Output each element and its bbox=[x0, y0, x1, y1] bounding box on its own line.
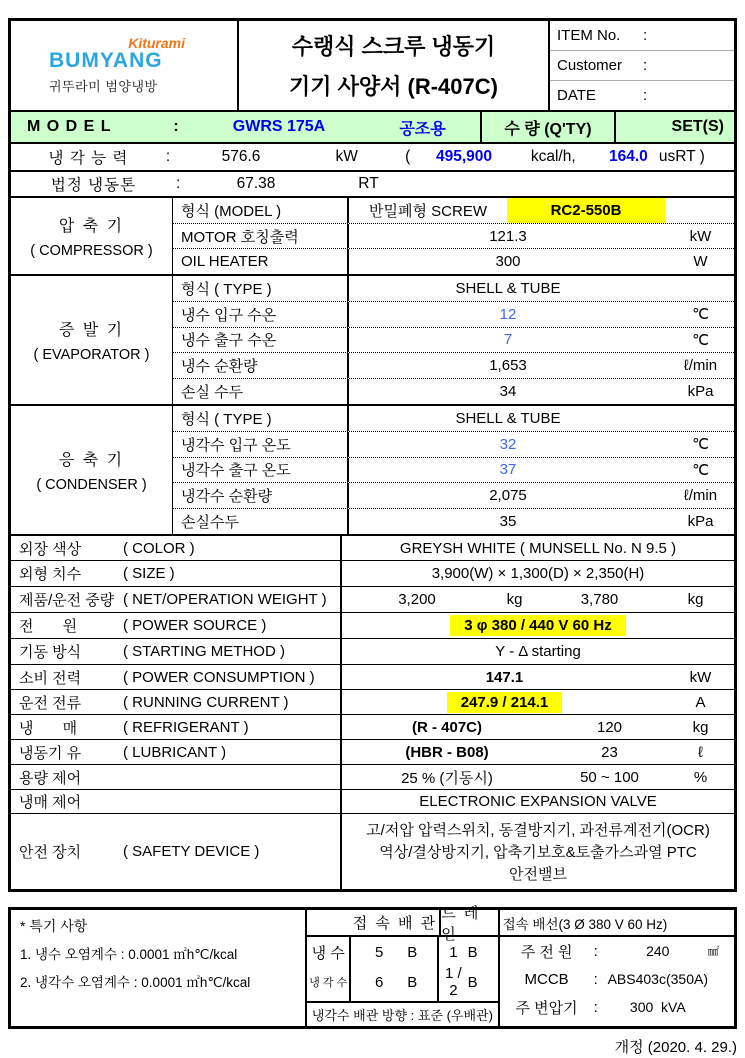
capacity-colon: : bbox=[165, 148, 171, 165]
condenser-title bbox=[11, 406, 173, 534]
cond-inlet-number: 32 bbox=[499, 435, 517, 453]
revision-note: 개정 (2020. 4. 29.) bbox=[614, 1039, 737, 1056]
lubricant-unit: ℓ bbox=[698, 743, 703, 761]
pipe-direction-note: 냉각수 배관 방향 : 표준 (우배관) bbox=[307, 1001, 497, 1026]
evap-head-loss-row bbox=[173, 378, 734, 404]
ton-label: 법정 냉동톤 bbox=[50, 177, 137, 194]
customer-row bbox=[550, 50, 734, 80]
pipe-connection-table bbox=[307, 904, 499, 1026]
evap-flow-value bbox=[349, 353, 734, 378]
power-source-value-cell bbox=[342, 613, 734, 638]
evap-outlet-number: 7 bbox=[503, 331, 513, 349]
cond-flow-name: 냉각수 순환량 bbox=[173, 483, 349, 508]
spec-row-safety-device bbox=[11, 813, 734, 889]
spec-row-lubricant bbox=[11, 739, 734, 764]
refrigerant-amount: 120 bbox=[596, 718, 623, 736]
compressor-model-row bbox=[173, 198, 734, 223]
oil-heater-number: 300 bbox=[495, 253, 521, 271]
pipe-table-header bbox=[307, 904, 497, 943]
cooling-water-size bbox=[351, 967, 437, 997]
quantity-header: 수 량 (Q'TY) bbox=[480, 112, 614, 142]
evap-type-value bbox=[349, 276, 734, 301]
cond-outlet-name: 냉각수 출구 온도 bbox=[173, 458, 349, 483]
pipe-header-label: 접 속 배 관 bbox=[352, 915, 438, 932]
lubricant-amount: 23 bbox=[601, 743, 618, 761]
evap-inlet-unit: ℃ bbox=[692, 306, 709, 324]
weight-label-kr: 제품/운전 중량 bbox=[19, 592, 115, 609]
operation-weight-unit: kg bbox=[687, 591, 704, 608]
capacity-usrt-value: 164.0 bbox=[608, 148, 648, 165]
refrigerant-label-en: ( REFRIGERANT ) bbox=[123, 718, 249, 736]
refrigerant-control-label bbox=[11, 790, 342, 813]
transformer-value: 300 kVA bbox=[629, 999, 686, 1015]
customer-label: Customer bbox=[557, 57, 623, 74]
color-value: GREYSH WHITE ( MUNSELL No. N 9.5 ) bbox=[399, 539, 677, 557]
compressor-motor-row bbox=[173, 223, 734, 249]
safety-line-2: 역상/결상방지기, 압축기보호&토출가스과열 PTC bbox=[379, 843, 697, 861]
note-line-2: 2. 냉각수 오염계수 : 0.0001 ㎡h℃/kcal bbox=[20, 975, 251, 990]
order-info-box bbox=[550, 21, 734, 110]
capacity-kw-value: 576.6 bbox=[221, 148, 261, 165]
cond-head-loss-row bbox=[173, 508, 734, 534]
wiring-table bbox=[500, 910, 734, 1026]
color-label-kr: 외장 색상 bbox=[19, 540, 82, 558]
chilled-water-size-unit: B bbox=[407, 943, 418, 961]
motor-output-name: MOTOR 호칭출력 bbox=[173, 224, 349, 249]
current-value-cell bbox=[342, 690, 734, 714]
refrigerant-name: (R - 407C) bbox=[411, 718, 482, 736]
color-label-en: ( COLOR ) bbox=[123, 539, 195, 557]
lubricant-name: (HBR - B08) bbox=[405, 743, 489, 761]
special-notes bbox=[11, 910, 307, 1026]
cond-head-loss-value bbox=[349, 509, 734, 534]
cond-type-text: SHELL & TUBE bbox=[455, 409, 561, 427]
starting-method-label-en: ( STARTING METHOD ) bbox=[123, 643, 285, 660]
model-row bbox=[11, 112, 734, 142]
capacity-control-value-cell bbox=[342, 765, 734, 789]
evap-outlet-name: 냉수 출구 수온 bbox=[173, 328, 349, 353]
compressor-rows bbox=[173, 198, 734, 274]
spec-row-refrigerant-control bbox=[11, 789, 734, 813]
cooling-water-label: 냉 각 수 bbox=[309, 977, 348, 989]
spec-sheet-document bbox=[8, 18, 737, 1057]
consumption-label bbox=[11, 665, 342, 689]
capacity-kcal-unit: kcal/h, bbox=[530, 148, 576, 165]
evaporator-title-en: ( EVAPORATOR ) bbox=[33, 347, 150, 363]
consumption-label-en: ( POWER CONSUMPTION ) bbox=[123, 668, 315, 686]
main-power-value: 240 bbox=[646, 943, 670, 959]
starting-method-value-cell bbox=[342, 639, 734, 664]
evap-inlet-value bbox=[349, 302, 734, 327]
condenser-title-kr: 응 축 기 bbox=[58, 452, 125, 469]
main-power-unit: ㎟ bbox=[708, 946, 719, 958]
cond-outlet-number: 37 bbox=[499, 461, 517, 479]
item-no-label: ITEM No. bbox=[557, 27, 621, 44]
capacity-control-start: 25 % (기동시) bbox=[401, 769, 493, 787]
cond-head-loss-number: 35 bbox=[499, 513, 517, 531]
current-unit: A bbox=[695, 693, 706, 711]
evap-outlet-value bbox=[349, 328, 734, 353]
chilled-water-drain-unit: B bbox=[467, 943, 478, 961]
weight-value-cell bbox=[342, 587, 734, 612]
starting-method-label bbox=[11, 639, 342, 664]
evap-flow-number: 1,653 bbox=[489, 357, 527, 375]
cond-inlet-row bbox=[173, 431, 734, 457]
evap-head-loss-name: 손실 수두 bbox=[173, 379, 349, 404]
evap-type-text: SHELL & TUBE bbox=[455, 279, 561, 297]
evap-head-loss-value bbox=[349, 379, 734, 404]
oil-heater-value bbox=[349, 249, 734, 274]
current-value: 247.9 / 214.1 bbox=[447, 692, 563, 713]
spec-row-size bbox=[11, 560, 734, 586]
cooling-water-drain bbox=[439, 967, 497, 997]
net-weight-unit: kg bbox=[506, 591, 523, 608]
safety-line-3: 안전밸브 bbox=[509, 866, 567, 884]
lubricant-label-en: ( LUBRICANT ) bbox=[123, 743, 227, 761]
item-no-row bbox=[550, 21, 734, 50]
spec-row-power-consumption bbox=[11, 664, 734, 689]
color-value-cell bbox=[342, 536, 734, 560]
item-no-colon: : bbox=[643, 27, 648, 44]
capacity-paren-open: ( bbox=[405, 148, 411, 165]
power-source-label-en: ( POWER SOURCE ) bbox=[123, 617, 267, 634]
mccb-row bbox=[500, 965, 734, 993]
motor-output-number: 121.3 bbox=[489, 227, 527, 245]
cond-type-name: 형식 ( TYPE ) bbox=[173, 406, 349, 431]
capacity-paren-close: usRT ) bbox=[658, 148, 705, 165]
consumption-value-cell bbox=[342, 665, 734, 689]
current-label-kr: 운전 전류 bbox=[19, 694, 82, 712]
cooling-water-size-value: 6 bbox=[375, 973, 384, 991]
size-value: 3,900(W) × 1,300(D) × 2,350(H) bbox=[431, 565, 645, 582]
safety-line-1: 고/저압 압력스위치, 동결방지기, 과전류계전기(OCR) bbox=[366, 821, 710, 839]
compressor-model-name: 형식 (MODEL ) bbox=[173, 198, 349, 223]
cond-flow-number: 2,075 bbox=[489, 487, 527, 505]
chilled-water-size bbox=[351, 937, 437, 967]
spec-table bbox=[8, 112, 737, 892]
pipe-drain-column bbox=[439, 937, 497, 1001]
date-label: DATE bbox=[557, 87, 596, 104]
notes-title: * 특기 사항 bbox=[20, 918, 88, 934]
power-source-label bbox=[11, 613, 342, 638]
cond-inlet-value bbox=[349, 432, 734, 457]
legal-ton-row bbox=[11, 170, 734, 196]
power-source-value: 3 φ 380 / 440 V 60 Hz bbox=[450, 615, 626, 636]
refrigerant-control-value-cell bbox=[342, 790, 734, 813]
cond-inlet-unit: ℃ bbox=[692, 436, 709, 454]
model-cell bbox=[11, 112, 480, 142]
capacity-kcal-value: 495,900 bbox=[436, 148, 493, 165]
document-header bbox=[8, 18, 737, 112]
safety-label-en: ( SAFETY DEVICE ) bbox=[123, 843, 260, 860]
transformer-row bbox=[500, 993, 734, 1021]
lubricant-label-kr: 냉동기 유 bbox=[19, 744, 82, 762]
mccb-colon: : bbox=[593, 970, 598, 988]
spec-row-capacity-control bbox=[11, 764, 734, 789]
spec-row-power-source bbox=[11, 612, 734, 638]
evap-flow-row bbox=[173, 352, 734, 378]
cond-outlet-value bbox=[349, 458, 734, 483]
title-line-2: 기기 사양서 (R-407C) bbox=[289, 74, 498, 99]
sets-header: SET(S) bbox=[614, 112, 734, 142]
starting-method-value: Y - Δ starting bbox=[495, 643, 581, 660]
oil-heater-row bbox=[173, 248, 734, 274]
pipe-size-column bbox=[351, 937, 439, 1001]
spec-row-starting-method bbox=[11, 638, 734, 664]
cooling-capacity-row bbox=[11, 142, 734, 170]
spec-row-weight bbox=[11, 586, 734, 612]
ton-value: 67.38 bbox=[236, 175, 276, 192]
evap-inlet-number: 12 bbox=[499, 305, 517, 323]
evap-head-loss-unit: kPa bbox=[687, 383, 714, 401]
evap-inlet-name: 냉수 입구 수온 bbox=[173, 302, 349, 327]
company-logo bbox=[11, 21, 239, 110]
refrigerant-label bbox=[11, 715, 342, 739]
evaporator-title bbox=[11, 276, 173, 404]
starting-method-label-kr: 기동 방식 bbox=[19, 644, 82, 661]
consumption-label-kr: 소비 전력 bbox=[19, 669, 82, 687]
cond-flow-value bbox=[349, 483, 734, 508]
mccb-label: MCCB bbox=[524, 970, 569, 988]
pipe-name-column bbox=[307, 937, 351, 1001]
cond-head-loss-unit: kPa bbox=[687, 513, 714, 531]
lubricant-label bbox=[11, 740, 342, 764]
current-label-en: ( RUNNING CURRENT ) bbox=[123, 693, 289, 711]
cond-flow-unit: ℓ/min bbox=[683, 487, 718, 505]
weight-label-en: ( NET/OPERATION WEIGHT ) bbox=[123, 591, 327, 608]
chilled-water-size-value: 5 bbox=[375, 943, 384, 961]
safety-value-cell bbox=[342, 814, 734, 889]
bottom-block bbox=[8, 904, 737, 1029]
main-power-label: 주 전 원 bbox=[520, 943, 573, 961]
capacity-kw-unit: kW bbox=[335, 148, 358, 165]
compressor-model-value bbox=[349, 198, 734, 223]
oil-heater-name: OIL HEATER bbox=[173, 249, 349, 274]
evap-head-loss-number: 34 bbox=[499, 383, 517, 401]
compressor-title-kr: 압 축 기 bbox=[58, 218, 125, 235]
chilled-water-label: 냉 수 bbox=[311, 944, 345, 962]
size-label bbox=[11, 561, 342, 586]
evap-outlet-row bbox=[173, 327, 734, 353]
cond-inlet-name: 냉각수 입구 온도 bbox=[173, 432, 349, 457]
chilled-water-drain-value: 1 bbox=[449, 943, 458, 961]
safety-label-kr: 안전 장치 bbox=[19, 844, 82, 861]
ton-unit: RT bbox=[358, 175, 379, 192]
brand-bumyang: BUMYANG bbox=[49, 49, 163, 73]
model-usage: 공조용 bbox=[399, 120, 446, 138]
refrigerant-unit: kg bbox=[692, 718, 709, 736]
brand-korean-name: 귀뚜라미 범양냉방 bbox=[49, 78, 158, 94]
evap-flow-unit: ℓ/min bbox=[683, 357, 718, 375]
condenser-section bbox=[11, 404, 734, 534]
cond-head-loss-name: 손실수두 bbox=[173, 509, 349, 534]
size-label-en: ( SIZE ) bbox=[123, 565, 175, 582]
transformer-colon: : bbox=[593, 998, 598, 1016]
color-label bbox=[11, 536, 342, 560]
wiring-header: 접속 배선(3 Ø 380 V 60 Hz) bbox=[500, 910, 734, 937]
oil-heater-unit: W bbox=[693, 253, 708, 271]
safety-label bbox=[11, 814, 342, 889]
title-line-1: 수랭식 스크루 냉동기 bbox=[291, 34, 496, 59]
condenser-rows bbox=[173, 406, 734, 534]
mccb-value: ABS403c(350A) bbox=[607, 971, 708, 987]
cooling-water-drain-value: 1 / 2 bbox=[445, 965, 462, 999]
capacity-control-label-kr: 용량 제어 bbox=[19, 769, 82, 787]
operation-weight-value: 3,780 bbox=[580, 591, 619, 608]
size-value-cell bbox=[342, 561, 734, 586]
evap-type-name: 형식 ( TYPE ) bbox=[173, 276, 349, 301]
motor-output-unit: kW bbox=[689, 227, 712, 245]
drain-header-label: 드 레 인 bbox=[439, 910, 497, 935]
consumption-unit: kW bbox=[689, 668, 712, 686]
compressor-model-highlight: RC2-550B bbox=[507, 198, 665, 223]
capacity-control-unit: % bbox=[693, 768, 708, 786]
evaporator-section bbox=[11, 274, 734, 404]
cond-flow-row bbox=[173, 482, 734, 508]
model-colon: : bbox=[173, 118, 179, 135]
date-colon: : bbox=[643, 87, 648, 104]
cooling-water-size-unit: B bbox=[407, 973, 418, 991]
compressor-title-en: ( COMPRESSOR ) bbox=[30, 243, 153, 259]
current-label bbox=[11, 690, 342, 714]
ton-colon: : bbox=[176, 175, 181, 192]
note-line-1: 1. 냉수 오염계수 : 0.0001 ㎡h℃/kcal bbox=[20, 947, 238, 962]
size-label-kr: 외형 치수 bbox=[19, 566, 82, 583]
capacity-control-label bbox=[11, 765, 342, 789]
consumption-value: 147.1 bbox=[485, 668, 524, 686]
motor-output-value bbox=[349, 224, 734, 249]
compressor-type-text: 반밀폐형 SCREW bbox=[369, 202, 487, 220]
refrigerant-control-value: ELECTRONIC EXPANSION VALVE bbox=[419, 793, 657, 810]
cond-type-row bbox=[173, 406, 734, 431]
cooling-water-drain-unit: B bbox=[467, 973, 478, 991]
main-power-colon: : bbox=[593, 942, 598, 960]
evap-flow-name: 냉수 순환량 bbox=[173, 353, 349, 378]
transformer-label: 주 변압기 bbox=[515, 999, 578, 1017]
capacity-control-range: 50 ~ 100 bbox=[580, 768, 639, 786]
evaporator-rows bbox=[173, 276, 734, 404]
cond-outlet-unit: ℃ bbox=[692, 461, 709, 479]
net-weight-value: 3,200 bbox=[398, 591, 436, 608]
spec-row-color bbox=[11, 534, 734, 560]
compressor-section bbox=[11, 196, 734, 274]
lubricant-value-cell bbox=[342, 740, 734, 764]
date-row bbox=[550, 80, 734, 110]
refrigerant-value-cell bbox=[342, 715, 734, 739]
capacity-label: 냉 각 능 력 bbox=[48, 150, 129, 167]
spec-row-refrigerant bbox=[11, 714, 734, 739]
chilled-water-drain bbox=[439, 937, 497, 967]
evap-outlet-unit: ℃ bbox=[692, 331, 709, 349]
condenser-title-en: ( CONDENSER ) bbox=[36, 477, 147, 493]
weight-label bbox=[11, 587, 342, 612]
pipe-table-body bbox=[307, 937, 497, 1001]
document-title bbox=[239, 21, 550, 110]
cond-type-value bbox=[349, 406, 734, 431]
brand-kiturami: Kiturami bbox=[128, 35, 185, 52]
compressor-title bbox=[11, 198, 173, 274]
current-value-wrap bbox=[342, 694, 667, 711]
evap-inlet-row bbox=[173, 301, 734, 327]
spec-row-running-current bbox=[11, 689, 734, 714]
main-power-row bbox=[500, 937, 734, 965]
logo-box bbox=[49, 36, 199, 94]
evaporator-title-kr: 증 발 기 bbox=[58, 322, 125, 339]
evap-type-row bbox=[173, 276, 734, 301]
customer-colon: : bbox=[643, 57, 648, 74]
cond-outlet-row bbox=[173, 457, 734, 483]
refrigerant-label-kr: 냉 매 bbox=[19, 719, 78, 737]
model-label: M O D E L bbox=[27, 118, 112, 135]
model-value: GWRS 175A bbox=[232, 118, 326, 135]
refrigerant-control-label-kr: 냉매 제어 bbox=[19, 794, 82, 811]
power-source-label-kr: 전 원 bbox=[19, 618, 78, 635]
